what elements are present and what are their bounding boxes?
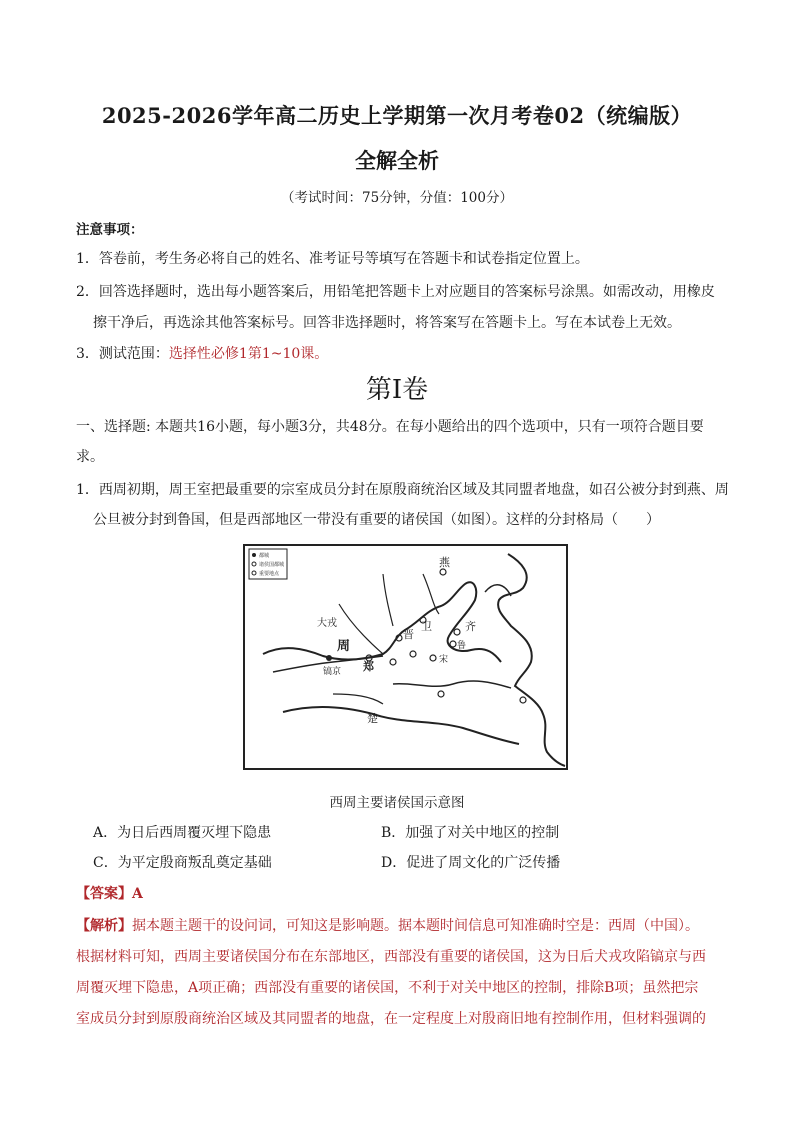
label-haojing: 镐京 <box>323 667 342 677</box>
page-subtitle: 全解全析 <box>355 148 439 173</box>
analysis-line-1 <box>76 915 699 935</box>
option-d: D．促进了周文化的广泛传播 <box>381 855 561 871</box>
notice-item-2-cont: 擦干净后，再选涂其他答案标号。回答非选择题时，将答案写在答题卡上。写在本试卷上无效。 <box>93 315 681 331</box>
option-c: C．为平定殷商叛乱奠定基础 <box>93 855 272 871</box>
label-song: 宋 <box>439 655 449 665</box>
figure-caption: 西周主要诸侯国示意图 <box>329 795 465 811</box>
label-yan: 燕 <box>439 556 450 569</box>
notice-heading: 注意事项： <box>76 222 144 238</box>
test-range: 选择性必修1第1~10课。 <box>168 346 329 362</box>
map-frame <box>244 545 567 769</box>
question-1-stem: 1．西周初期，周王室把最重要的宗室成员分封在原殷商统治区域及其同盟者地盘，如召公被分封到燕、周 <box>76 482 729 498</box>
analysis-label: 【解析】 <box>76 918 132 934</box>
exam-time-info: （考试时间：75分钟，分值：100分） <box>281 190 513 206</box>
legend-place: 重要地点 <box>259 571 280 577</box>
label-dazhong: 大戎 <box>317 618 337 629</box>
label-zheng: 郑 <box>363 660 374 673</box>
legend-capital-icon <box>252 553 256 557</box>
page-title: 2025-2026学年高二历史上学期第一次月考卷02（统编版） <box>101 103 693 128</box>
notice-item-2: 2．回答选择题时，选出每小题答案后，用铅笔把答题卡上对应题目的答案标号涂黑。如需改动，用橡皮 <box>76 284 715 300</box>
analysis-line-2: 根据材料可知，西周主要诸侯国分布在东部地区，西部没有重要的诸侯国，这为日后犬戎攻陷镐京与西 <box>76 949 706 965</box>
notice-item-3 <box>76 343 328 363</box>
option-a: A．为日后西周覆灭埋下隐患 <box>93 825 272 841</box>
label-chu: 楚 <box>367 712 378 725</box>
part-one-instructions-cont: 求。 <box>76 449 104 465</box>
answer: 【答案】A <box>76 886 143 902</box>
label-jin: 晋 <box>403 628 414 641</box>
part-one-instructions: 一、选择题: 本题共16小题，每小题3分，共48分。在每小题给出的四个选项中，只有一项符合题目要 <box>76 419 704 435</box>
analysis-line-4: 室成员分封到原殷商统治区域及其同盟者的地盘，在一定程度上对殷商旧地有控制作用，但材料强调的 <box>76 1011 706 1027</box>
notice-item-1: 1．答卷前，考生务必将自己的姓名、准考证号等填写在答题卡和试卷指定位置上。 <box>76 251 589 267</box>
label-zhou: 周 <box>337 639 351 654</box>
analysis-text-1: 据本题主题干的设问词，可知这是影响题。据本题时间信息可知准确时空是：西周（中国）。 <box>132 918 699 934</box>
legend-capital: 都城 <box>259 553 270 559</box>
western-zhou-map <box>243 544 568 770</box>
notice-item-3-label: 3．测试范围： <box>76 346 169 362</box>
label-lu: 鲁 <box>457 641 467 651</box>
haojing-marker <box>326 655 332 661</box>
analysis-line-3: 周覆灭埋下隐患，A项正确；西部没有重要的诸侯国，不利于对关中地区的控制，排除B项；虽然把宗 <box>76 980 699 996</box>
section-title: 第Ⅰ卷 <box>365 375 429 405</box>
legend-state: 诸侯国都城 <box>259 562 285 568</box>
label-wei: 卫 <box>421 620 432 633</box>
option-b: B．加强了对关中地区的控制 <box>381 825 560 841</box>
label-qi: 齐 <box>465 620 476 633</box>
question-1-stem-cont: 公旦被分封到鲁国，但是西部地区一带没有重要的诸侯国（如图）。这样的分封格局（ ） <box>93 512 660 528</box>
